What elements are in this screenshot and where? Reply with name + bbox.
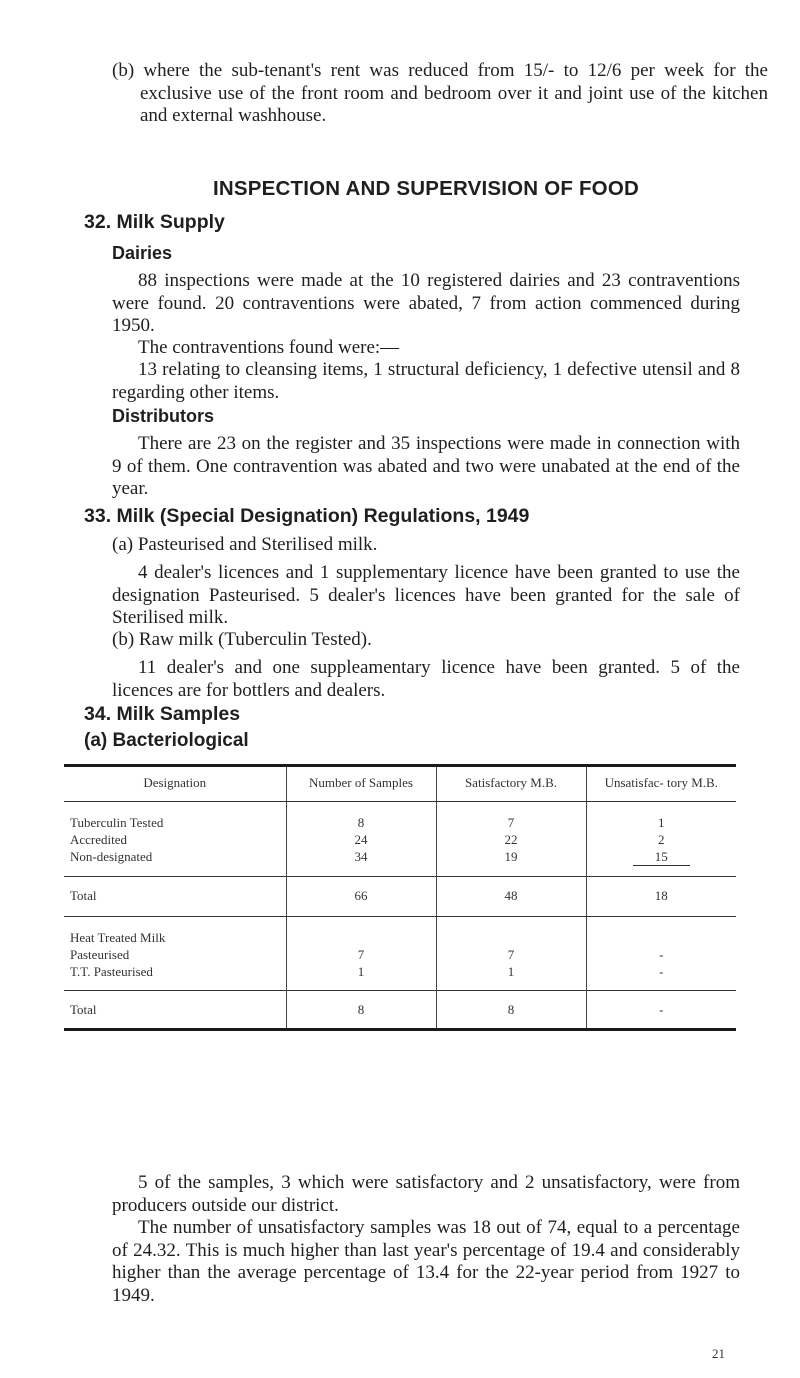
total-label: Total	[64, 991, 286, 1030]
dairies-paragraph-1: 88 inspections were made at the 10 registered dairies and 23 contraventions were found. 20 contraventions were abated, 7 from action commenced during 1950.	[112, 270, 740, 336]
total-satisfactory-cell: 48	[436, 877, 586, 917]
table-row	[64, 848, 736, 877]
heat-treated-label: Heat Treated Milk	[64, 917, 286, 947]
designation-cell: Tuberculin Tested	[64, 802, 286, 832]
number-cell: 7	[286, 946, 436, 963]
satisfactory-cell: 19	[436, 848, 586, 877]
col-header-number: Number of Samples	[286, 766, 436, 802]
number-cell: 1	[286, 963, 436, 991]
total-satisfactory-cell: 8	[436, 991, 586, 1030]
table-header-row	[64, 766, 736, 802]
designation-cell: Non-designated	[64, 848, 286, 877]
satisfactory-cell: 22	[436, 831, 586, 848]
unsatisfactory-cell: -	[659, 964, 664, 979]
unsatisfactory-cell: 1	[658, 815, 665, 830]
main-heading: INSPECTION AND SUPERVISION OF FOOD	[213, 177, 639, 200]
number-cell: 24	[286, 831, 436, 848]
distributors-heading: Distributors	[112, 406, 215, 426]
dairies-heading: Dairies	[112, 243, 173, 263]
total-unsatisfactory-cell: 18	[586, 877, 736, 917]
milk-samples-table	[64, 764, 736, 1031]
number-cell: 34	[286, 848, 436, 877]
satisfactory-cell: 7	[436, 802, 586, 832]
page-number: 21	[712, 1346, 725, 1361]
total-number-cell: 66	[286, 877, 436, 917]
distributors-paragraph: There are 23 on the register and 35 inspections were made in connection with 9 of them. One contravention was abated and two were unabated at the end of the year.	[112, 433, 740, 499]
dairies-paragraph-3: 13 relating to cleansing items, 1 structural deficiency, 1 defective utensil and 8 regarding other items.	[112, 359, 740, 403]
section-33-heading: 33. Milk (Special Designation) Regulations, 1949	[84, 505, 530, 527]
raw-milk-line: (b) Raw milk (Tuberculin Tested).	[112, 629, 372, 650]
number-cell: 8	[286, 802, 436, 832]
unsatisfactory-cell: 15	[633, 848, 690, 866]
col-header-designation: Designation	[64, 766, 286, 802]
intro-paragraph: (b) where the sub-tenant's rent was reduced from 15/- to 12/6 per week for the exclusive use of the front room and bedroom over it and joint use of the kitchen and external washhouse.	[112, 60, 768, 126]
unsatisfactory-cell: 2	[658, 832, 665, 847]
pasteurised-paragraph: 4 dealer's licences and 1 supplementary licence have been granted to use the designation Pasteurised. 5 dealer's licences have been granted for the sale of Sterilised milk.	[112, 562, 740, 628]
after-table-paragraph-1: 5 of the samples, 3 which were satisfactory and 2 unsatisfactory, were from producers outside our district.	[112, 1172, 740, 1216]
total-unsatisfactory-cell: -	[586, 991, 736, 1030]
total-row	[64, 991, 736, 1030]
section-34-heading: 34. Milk Samples	[84, 703, 241, 725]
table-row	[64, 963, 736, 991]
col-header-unsatisfactory: Unsatisfac- tory M.B.	[586, 766, 736, 802]
total-number-cell: 8	[286, 991, 436, 1030]
raw-milk-paragraph: 11 dealer's and one suppleamentary licence have been granted. 5 of the licences are for bottlers and dealers.	[112, 657, 740, 701]
designation-cell: T.T. Pasteurised	[64, 963, 286, 991]
section-32-heading: 32. Milk Supply	[84, 211, 225, 233]
satisfactory-cell: 1	[436, 963, 586, 991]
after-table-paragraph-2: The number of unsatisfactory samples was 18 out of 74, equal to a percentage of 24.32. This is much higher than last year's percentage of 19.4 and considerably higher than the average percentage of 13.4 for the 22-year period from 1927 to 1949.	[112, 1217, 740, 1306]
total-label: Total	[64, 877, 286, 917]
pasteurised-sterilised-line: (a) Pasteurised and Sterilised milk.	[112, 534, 378, 555]
designation-cell: Accredited	[64, 831, 286, 848]
table-row	[64, 946, 736, 963]
designation-cell: Pasteurised	[64, 946, 286, 963]
dairies-paragraph-2: The contraventions found were:—	[138, 337, 400, 358]
bacteriological-heading: (a) Bacteriological	[84, 730, 249, 751]
col-header-satisfactory: Satisfactory M.B.	[436, 766, 586, 802]
table-row	[64, 802, 736, 832]
group-label-row	[64, 917, 736, 947]
unsatisfactory-cell: -	[659, 947, 664, 962]
unsatisfactory-cell-wrap	[586, 848, 736, 877]
total-row	[64, 877, 736, 917]
satisfactory-cell: 7	[436, 946, 586, 963]
table-row	[64, 831, 736, 848]
